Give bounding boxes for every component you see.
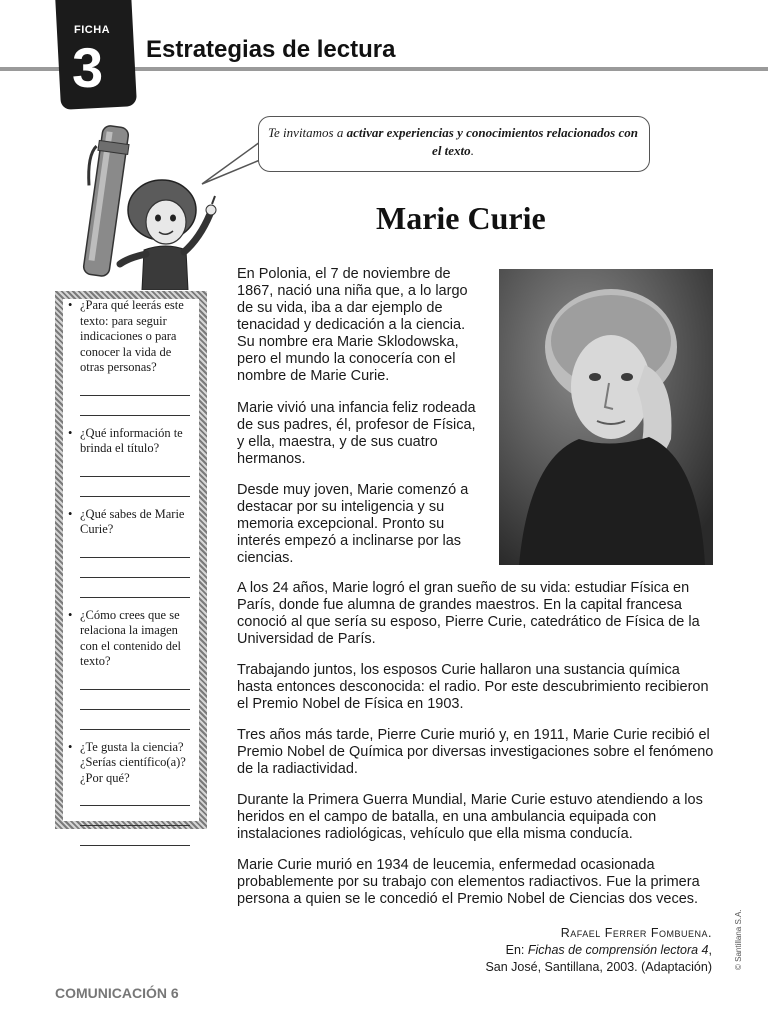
question-item: • ¿Qué información te brinda el título? xyxy=(68,426,198,457)
ficha-number: 3 xyxy=(72,36,104,99)
ficha-label: FICHA xyxy=(74,24,111,36)
article-paragraph: Marie vivió una infancia feliz rodeada de sus padres, él, profesor de Física, y ella, maestra, y de sus cuatro hermanos. xyxy=(237,400,476,467)
answer-lines xyxy=(80,538,198,598)
answer-lines xyxy=(80,376,198,416)
bubble-tail xyxy=(198,138,262,188)
article-paragraph: En Polonia, el 7 de noviembre de 1867, nació una niña que, a lo largo de su vida, iba a dar ejemplo de tenacidad y dedicación a la ciencia. Su nombre era Marie Sklodowska, pero el mundo la conocería con el nombre de Marie Curie. xyxy=(237,266,468,384)
bubble-text: Te invitamos a activar experiencias y conocimientos relacionados con el texto. xyxy=(268,125,638,158)
page-title: Estrategias de lectura xyxy=(146,36,396,63)
question-item: • ¿Para qué leerás este texto: para seguir indicaciones o para conocer la vida de otras personas? xyxy=(68,298,198,376)
answer-lines xyxy=(80,457,198,497)
article-paragraph: Desde muy joven, Marie comenzó a destacar por su inteligencia y su memoria excepcional. Pronto su interés empezó a inclinarse por las ciencias. xyxy=(237,482,469,566)
article-paragraph: Trabajando juntos, los esposos Curie hallaron una sustancia química hasta entonces desconocida: el radio. Por este descubrimiento recibieron el Premio Nobel de Física en 1903. xyxy=(237,662,709,712)
source-credit xyxy=(485,925,712,976)
question-list xyxy=(68,298,198,846)
article-paragraph: Marie Curie murió en 1934 de leucemia, enfermedad ocasionada probablemente por su trabajo con elementos radiactivos. Fue la primera persona a quien se le concedió el Premio Nobel de Ciencias dos veces. xyxy=(237,857,700,907)
question-item: • ¿Qué sabes de Marie Curie? xyxy=(68,507,198,538)
footer-label: COMUNICACIÓN 6 xyxy=(55,985,179,1001)
credit-author: Rafael Ferrer Fombuena. xyxy=(560,926,712,940)
article-title: Marie Curie xyxy=(376,200,546,236)
copyright-notice: © Santillana S.A. xyxy=(734,909,743,970)
article-paragraph: Tres años más tarde, Pierre Curie murió y, en 1911, Marie Curie recibió el Premio Nobel de Química por diversas investigaciones sobre el fenómeno de la radiactividad. xyxy=(237,727,714,777)
answer-lines xyxy=(80,786,198,846)
credit-publisher: San José, Santillana, 2003. (Adaptación) xyxy=(485,960,712,974)
bubble-bold-text: activar experiencias y conocimientos relacionados con el texto xyxy=(346,125,638,158)
answer-lines xyxy=(80,670,198,730)
article-paragraph: A los 24 años, Marie logró el gran sueño de su vida: estudiar Física en París, donde fue alumna de grandes maestros. En la capital francesa conoció al que sería su esposo, Pierre Curie, catedrático de Física de la Universidad de París. xyxy=(237,580,700,647)
question-item: • ¿Cómo crees que se relaciona la imagen con el contenido del texto? xyxy=(68,608,198,670)
article-paragraph: Durante la Primera Guerra Mundial, Marie Curie estuvo atendiendo a los heridos en el campo de batalla, en una ambulancia equipada con instalaciones radiológicas, vehículo que ella misma conducía. xyxy=(237,792,703,842)
marie-curie-photo xyxy=(499,269,713,565)
question-item: • ¿Te gusta la ciencia? ¿Serías científico(a)? ¿Por qué? xyxy=(68,740,198,787)
credit-source: En: Fichas de comprensión lectora 4, xyxy=(505,943,712,957)
